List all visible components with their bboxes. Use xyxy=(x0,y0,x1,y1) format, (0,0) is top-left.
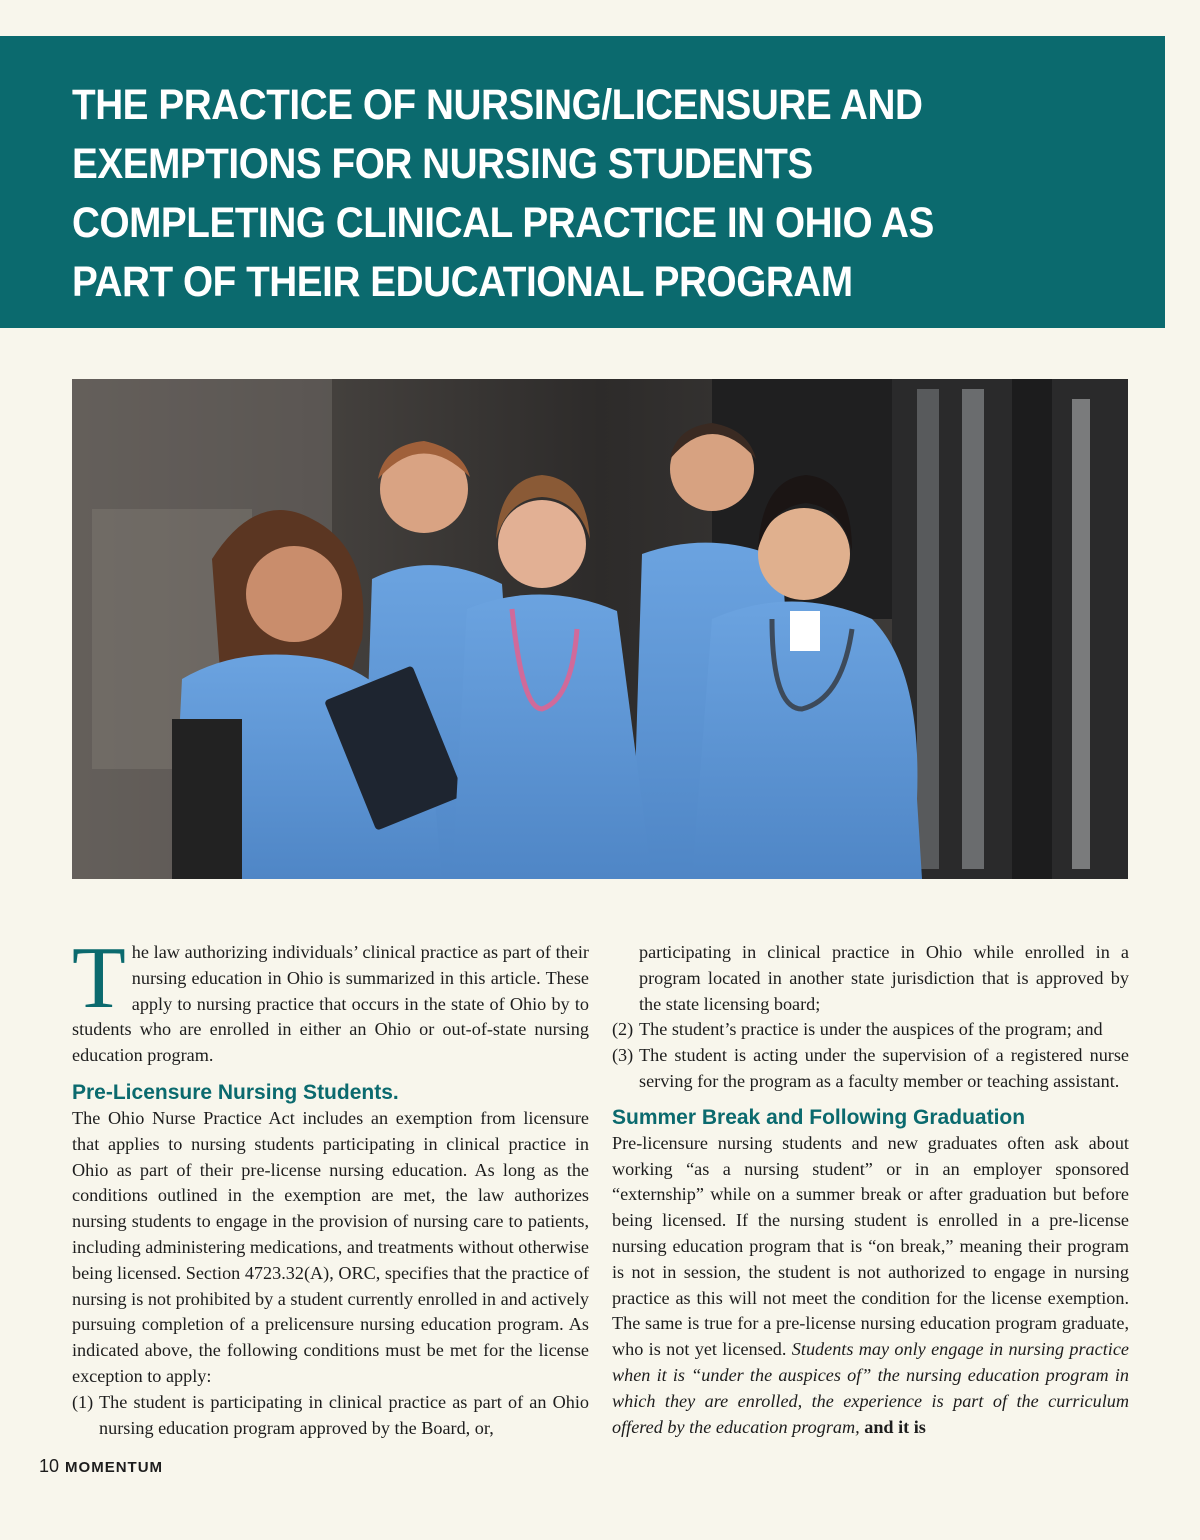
list-text: The student is participating in clinical practice as part of an Ohio nursing education program approved by the Board, or, xyxy=(99,1391,589,1438)
article-right-column xyxy=(612,940,1129,1440)
section2-text: Pre-licensure nursing students and new graduates often ask about working “as a nursing student” or in an employer sponsored “externship” while on a summer break or after graduation but before being licensed. If the nursing student is enrolled in a pre-license nursing education program that is “on break,” meaning their program is not in session, the student is not authorized to engage in nursing practice as this will not meet the condition for the license exemption. The same is true for a pre-license nursing education program graduate, who is not yet licensed. xyxy=(612,1132,1129,1360)
list-item-3 xyxy=(612,1043,1129,1095)
title-banner xyxy=(0,36,1165,328)
section2-italic: Students may only engage in nursing practice when it is “under the auspices of” the nursing education program in which they are enrolled, the experience is part of the curriculum offered by the education program, xyxy=(612,1339,1129,1437)
list-number: (3) xyxy=(612,1045,634,1066)
photo-illustration xyxy=(72,379,1128,879)
list-item-1-continued: participating in clinical practice in Ohio while enrolled in a program located in another state jurisdiction that is approved by the state licensing board; xyxy=(639,942,1129,1014)
list-number: (2) xyxy=(612,1019,634,1040)
article-left-column xyxy=(72,930,589,1441)
page-title: THE PRACTICE OF NURSING/LICENSURE AND EXEMPTIONS FOR NURSING STUDENTS COMPLETING CLINICAL PRACTICE IN OHIO AS PART OF THEIR EDUCATIONAL PROGRAM xyxy=(72,81,934,306)
intro-paragraph xyxy=(72,930,589,1069)
section-heading-summer-break: Summer Break and Following Graduation xyxy=(612,1105,1026,1129)
section-heading-pre-licensure: Pre-Licensure Nursing Students. xyxy=(72,1080,399,1104)
list-item-1 xyxy=(72,1390,589,1442)
page-number: 10 xyxy=(39,1456,60,1476)
dropcap: T xyxy=(72,930,126,1027)
list-item-2 xyxy=(612,1017,1129,1043)
list-text: The student is acting under the supervision of a registered nurse serving for the program as a faculty member or teaching assistant. xyxy=(639,1045,1129,1091)
magazine-name: MOMENTUM xyxy=(65,1459,164,1476)
page-footer xyxy=(39,1456,163,1477)
intro-text: he law authorizing individuals’ clinical practice as part of their nursing education in Ohio is summarized in this article. These apply to nursing practice that occurs in the state of Ohio by to students who are enrolled in either an Ohio or out-of-state nursing education program. xyxy=(72,942,589,1066)
section2-body xyxy=(612,1131,1129,1441)
section1-body: The Ohio Nurse Practice Act includes an exemption from licensure that applies to nursing students participating in clinical practice in Ohio as part of their pre-license nursing education. As long as the conditions outlined in the exemption are met, the law authorizes nursing students to engage in the provision of nursing care to patients, including administering medications, and treatments without otherwise being licensed. Section 4723.32(A), ORC, specifies that the practice of nursing is not prohibited by a student currently enrolled in and actively pursuing completion of a prelicensure nursing education program. As indicated above, the following conditions must be met for the license exception to apply: xyxy=(72,1107,589,1386)
list-number: (1) xyxy=(72,1391,94,1412)
list-text: The student’s practice is under the auspices of the program; and xyxy=(639,1019,1103,1040)
section2-bold: and it is xyxy=(864,1416,926,1437)
nursing-students-photo xyxy=(72,379,1128,879)
